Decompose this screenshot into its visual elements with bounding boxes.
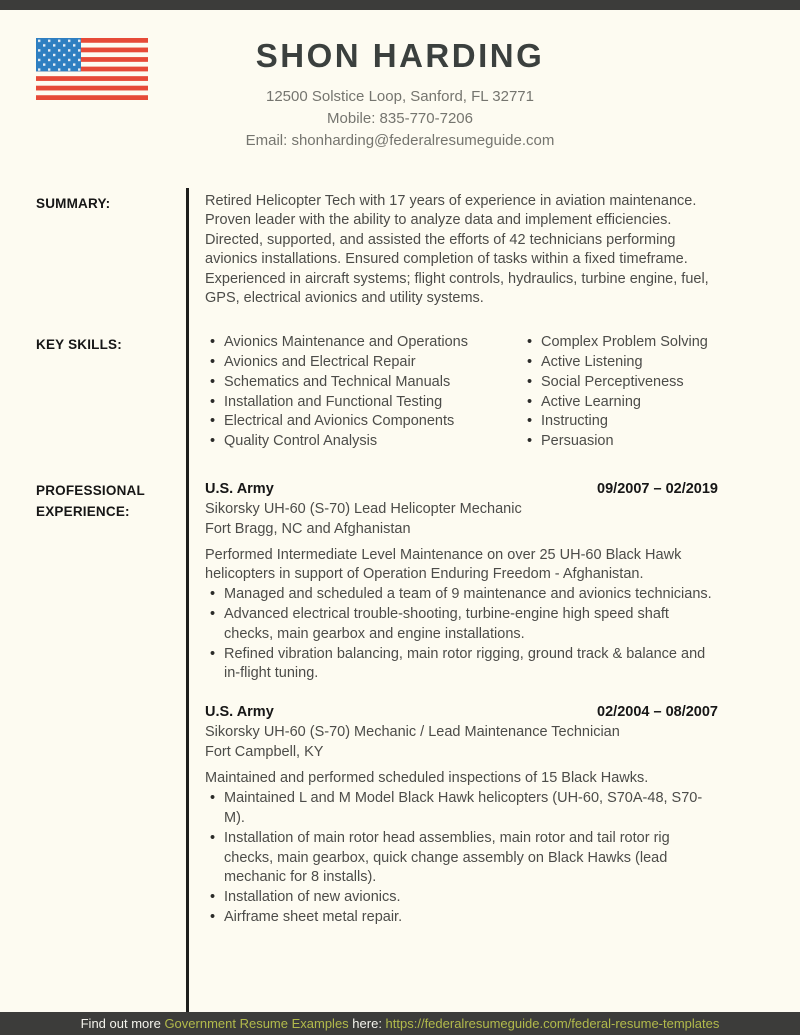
summary-section <box>36 188 764 308</box>
job-employer: U.S. Army <box>205 703 274 720</box>
us-flag-icon <box>36 38 148 100</box>
skill-item: • Avionics Maintenance and Operations <box>205 333 522 353</box>
job-bullet: • Airframe sheet metal repair. <box>205 908 718 928</box>
skill-item: • Avionics and Electrical Repair <box>205 353 522 373</box>
job-bullet: • Installation of main rotor head assemblies, main rotor and tail rotor rig checks, main gearbox, quick change assembly on Black Hawks (lead mechanic for 8 installs). <box>205 829 718 888</box>
job-entry-1 <box>205 479 718 684</box>
top-accent-bar <box>0 0 800 10</box>
job-bullet: • Maintained L and M Model Black Hawk helicopters (UH-60, S70A-48, S70-M). <box>205 789 718 828</box>
job-bullet: • Installation of new avionics. <box>205 888 718 908</box>
resume-header <box>0 10 800 188</box>
summary-label: SUMMARY: <box>36 196 111 211</box>
skill-item: • Installation and Functional Testing <box>205 393 522 413</box>
skill-item: • Active Listening <box>522 353 718 373</box>
job-title: Sikorsky UH-60 (S-70) Mechanic / Lead Maintenance Technician <box>205 723 620 740</box>
skills-column-2 <box>522 333 718 451</box>
job-title: Sikorsky UH-60 (S-70) Lead Helicopter Mechanic <box>205 500 522 517</box>
footer-url-link[interactable]: https://federalresumeguide.com/federal-resume-templates <box>385 1016 720 1031</box>
key-skills-section <box>36 329 764 451</box>
skill-item: • Quality Control Analysis <box>205 432 522 452</box>
contact-address: 12500 Solstice Loop, Sanford, FL 32771 <box>266 88 534 105</box>
skill-item: • Instructing <box>522 412 718 432</box>
skills-columns <box>205 333 718 451</box>
experience-section <box>36 475 764 928</box>
job-bullet-list <box>205 789 718 927</box>
summary-text: Retired Helicopter Tech with 17 years of experience in aviation maintenance. Proven leader with the ability to analyze data and implement efficiencies. Directed, supported, and assisted the efforts of 42 technicians performing avionics installations. Ensured completion of tasks within a fixed timeframe. Experienced in aircraft systems; flight controls, hydraulics, turbine engine, fuel, GPS, electrical avionics and utility systems. <box>205 193 709 307</box>
job-location: Fort Campbell, KY <box>205 743 324 760</box>
experience-label: PROFESSIONAL EXPERIENCE: <box>36 482 145 519</box>
footer-prefix-text: Find out more <box>80 1016 165 1031</box>
skill-item: • Social Perceptiveness <box>522 373 718 393</box>
contact-mobile: Mobile: 835-770-7206 <box>327 110 473 127</box>
job-bullet: • Refined vibration balancing, main rotor rigging, ground track & balance and in-flight tuning. <box>205 645 718 684</box>
skill-item: • Persuasion <box>522 432 718 452</box>
skill-item: • Complex Problem Solving <box>522 333 718 353</box>
job-dates: 09/2007 – 02/2019 <box>597 480 718 497</box>
candidate-name: SHON HARDING <box>255 37 545 74</box>
job-summary: Performed Intermediate Level Maintenance on over 25 UH-60 Black Hawk helicopters in support of Operation Enduring Freedom - Afghanistan. <box>205 546 682 583</box>
job-employer: U.S. Army <box>205 480 274 497</box>
job-bullet: • Advanced electrical trouble-shooting, turbine-engine high speed shaft checks, main gearbox and engine installations. <box>205 605 718 644</box>
job-dates: 02/2004 – 08/2007 <box>597 703 718 720</box>
skill-item: • Electrical and Avionics Components <box>205 412 522 432</box>
resume-body <box>36 188 764 1012</box>
footer-bar <box>0 1012 800 1035</box>
job-summary: Maintained and performed scheduled inspections of 15 Black Hawks. <box>205 769 649 786</box>
job-bullet-list <box>205 585 718 684</box>
job-location: Fort Bragg, NC and Afghanistan <box>205 520 411 537</box>
skill-item: • Schematics and Technical Manuals <box>205 373 522 393</box>
job-bullet: • Managed and scheduled a team of 9 maintenance and avionics technicians. <box>205 585 718 605</box>
skills-column-1 <box>205 333 522 451</box>
vertical-divider <box>186 188 189 1012</box>
skill-item: • Active Learning <box>522 393 718 413</box>
contact-email: Email: shonharding@federalresumeguide.com <box>245 132 555 149</box>
footer-examples-link[interactable]: Government Resume Examples <box>164 1016 349 1031</box>
job-entry-2 <box>205 702 718 927</box>
key-skills-label: KEY SKILLS: <box>36 337 122 353</box>
footer-middle-text: here: <box>348 1016 386 1031</box>
